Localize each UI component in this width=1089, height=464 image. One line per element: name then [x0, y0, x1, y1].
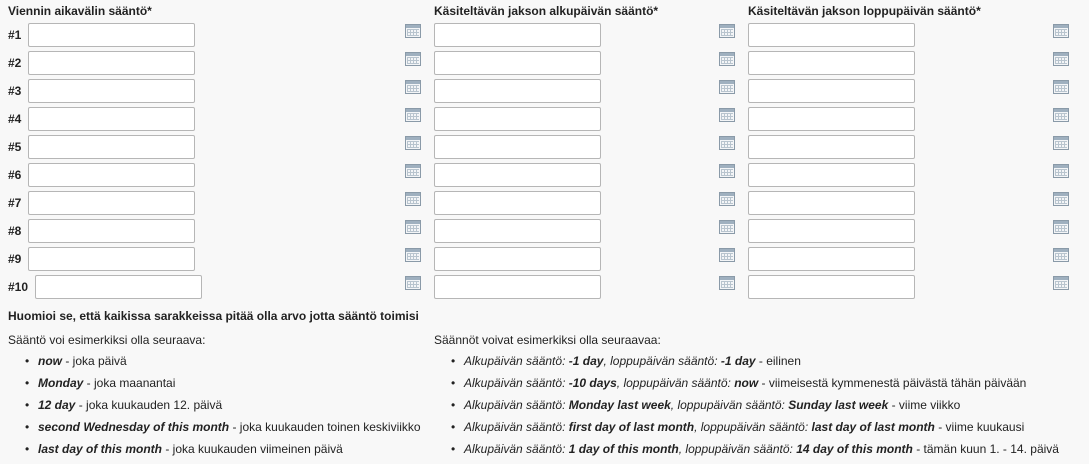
- calendar-icon[interactable]: [1053, 220, 1069, 234]
- row-label: #8: [8, 224, 22, 238]
- row-label: #6: [8, 168, 22, 182]
- export-interval-input[interactable]: [28, 23, 195, 47]
- row-label: #2: [8, 56, 22, 70]
- start-date-input[interactable]: [434, 51, 601, 75]
- start-date-input[interactable]: [434, 191, 601, 215]
- calendar-icon[interactable]: [405, 248, 421, 262]
- start-date-input[interactable]: [434, 23, 601, 47]
- list-item: • now - joka päivä: [20, 354, 421, 376]
- calendar-icon[interactable]: [719, 192, 735, 206]
- start-date-input[interactable]: [434, 219, 601, 243]
- calendar-icon[interactable]: [1053, 164, 1069, 178]
- calendar-icon[interactable]: [1053, 52, 1069, 66]
- calendar-icon[interactable]: [405, 220, 421, 234]
- calendar-icon[interactable]: [405, 108, 421, 122]
- calendar-icon[interactable]: [405, 164, 421, 178]
- calendar-icon[interactable]: [1053, 136, 1069, 150]
- end-date-input[interactable]: [748, 163, 915, 187]
- start-date-input[interactable]: [434, 247, 601, 271]
- end-date-input[interactable]: [748, 23, 915, 47]
- end-date-input[interactable]: [748, 191, 915, 215]
- end-date-input[interactable]: [748, 247, 915, 271]
- calendar-icon[interactable]: [1053, 108, 1069, 122]
- calendar-icon[interactable]: [405, 136, 421, 150]
- right-examples-list: [446, 354, 1059, 464]
- end-date-input[interactable]: [748, 79, 915, 103]
- list-item: • last day of this month - joka kuukauden viimeinen päivä: [20, 442, 421, 464]
- end-date-input[interactable]: [748, 275, 915, 299]
- calendar-icon[interactable]: [405, 24, 421, 38]
- row-label: #7: [8, 196, 22, 210]
- export-interval-input[interactable]: [28, 135, 195, 159]
- calendar-icon[interactable]: [719, 108, 735, 122]
- export-interval-input[interactable]: [28, 79, 195, 103]
- row-label: #1: [8, 28, 22, 42]
- calendar-icon[interactable]: [719, 24, 735, 38]
- calendar-icon[interactable]: [1053, 248, 1069, 262]
- calendar-icon[interactable]: [1053, 192, 1069, 206]
- export-interval-input[interactable]: [28, 247, 195, 271]
- calendar-icon[interactable]: [719, 164, 735, 178]
- start-date-input[interactable]: [434, 275, 601, 299]
- calendar-icon[interactable]: [719, 220, 735, 234]
- export-interval-input[interactable]: [35, 275, 202, 299]
- list-item: • second Wednesday of this month - joka kuukauden toinen keskiviikko: [20, 420, 421, 442]
- header-export-interval: Viennin aikavälin sääntö*: [8, 4, 152, 18]
- list-item: • Alkupäivän sääntö: 1 day of this month, loppupäivän sääntö: 14 day of this month - tämän kuun 1. - 14. päivä: [446, 442, 1059, 464]
- requirement-note: Huomioi se, että kaikissa sarakkeissa pitää olla arvo jotta sääntö toimisi: [8, 309, 419, 323]
- right-examples-intro: Säännöt voivat esimerkiksi olla seuraavaa:: [434, 333, 661, 347]
- end-date-input[interactable]: [748, 135, 915, 159]
- calendar-icon[interactable]: [719, 80, 735, 94]
- end-date-input[interactable]: [748, 219, 915, 243]
- end-date-input[interactable]: [748, 51, 915, 75]
- list-item: • Monday - joka maanantai: [20, 376, 421, 398]
- calendar-icon[interactable]: [405, 192, 421, 206]
- calendar-icon[interactable]: [719, 276, 735, 290]
- left-examples-intro: Sääntö voi esimerkiksi olla seuraava:: [8, 333, 206, 347]
- list-item: • Alkupäivän sääntö: -10 days, loppupäivän sääntö: now - viimeisestä kymmenestä päivästä tähän päivään: [446, 376, 1059, 398]
- list-item: • 12 day - joka kuukauden 12. päivä: [20, 398, 421, 420]
- export-interval-input[interactable]: [28, 163, 195, 187]
- export-interval-input[interactable]: [28, 219, 195, 243]
- row-label: #10: [8, 280, 29, 294]
- calendar-icon[interactable]: [1053, 80, 1069, 94]
- start-date-input[interactable]: [434, 79, 601, 103]
- calendar-icon[interactable]: [405, 80, 421, 94]
- row-label: #4: [8, 112, 22, 126]
- row-label: #3: [8, 84, 22, 98]
- export-interval-input[interactable]: [28, 191, 195, 215]
- calendar-icon[interactable]: [405, 276, 421, 290]
- start-date-input[interactable]: [434, 107, 601, 131]
- row-label: #9: [8, 252, 22, 266]
- start-date-input[interactable]: [434, 163, 601, 187]
- header-start-date: Käsiteltävän jakson alkupäivän sääntö*: [434, 4, 659, 18]
- list-item: • Alkupäivän sääntö: Monday last week, loppupäivän sääntö: Sunday last week - viime viikko: [446, 398, 1059, 420]
- calendar-icon[interactable]: [405, 52, 421, 66]
- list-item: • Alkupäivän sääntö: first day of last month, loppupäivän sääntö: last day of last month - viime kuukausi: [446, 420, 1059, 442]
- calendar-icon[interactable]: [719, 136, 735, 150]
- start-date-input[interactable]: [434, 135, 601, 159]
- row-label: #5: [8, 140, 22, 154]
- left-examples-list: [20, 354, 421, 464]
- calendar-icon[interactable]: [719, 248, 735, 262]
- end-date-input[interactable]: [748, 107, 915, 131]
- calendar-icon[interactable]: [1053, 276, 1069, 290]
- export-interval-input[interactable]: [28, 107, 195, 131]
- calendar-icon[interactable]: [1053, 24, 1069, 38]
- header-end-date: Käsiteltävän jakson loppupäivän sääntö*: [748, 4, 981, 18]
- export-interval-input[interactable]: [28, 51, 195, 75]
- calendar-icon[interactable]: [719, 52, 735, 66]
- list-item: • Alkupäivän sääntö: -1 day, loppupäivän sääntö: -1 day - eilinen: [446, 354, 1059, 376]
